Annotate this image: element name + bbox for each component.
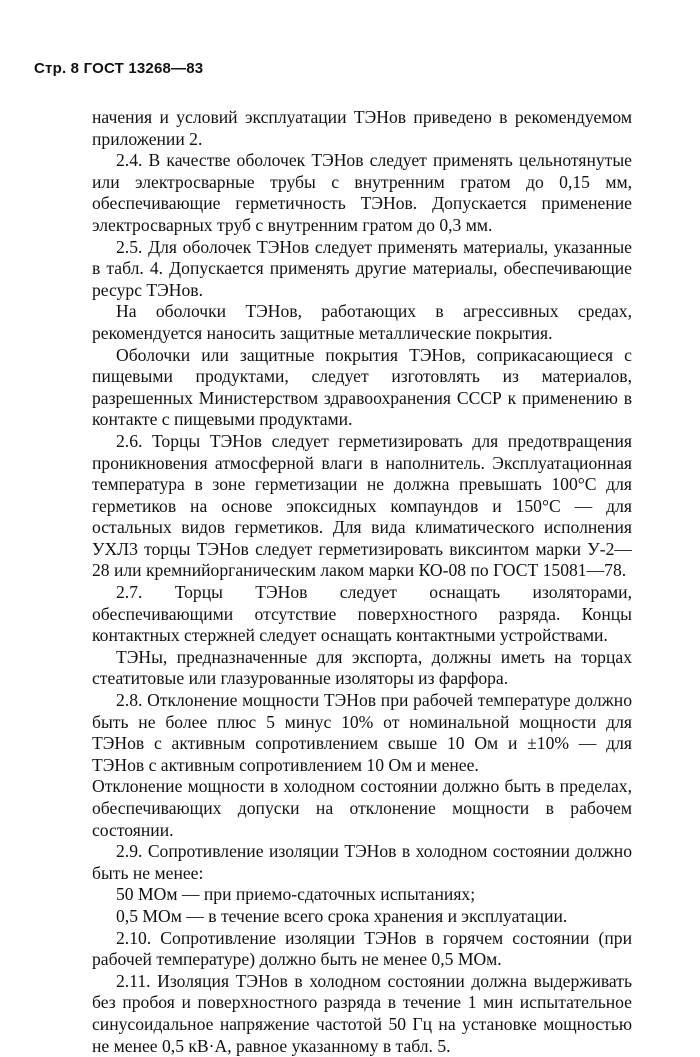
paragraph-2-4: 2.4. В качестве оболочек ТЭНов следует применять цельнотянутые или электросварные трубы с внутренним гратом до 0,15 мм, обеспечивающие герметичность ТЭНов. Допускается применение электросварных труб с внутренним гратом до 0,3 мм. (92, 150, 632, 235)
paragraph-2-7-export: ТЭНы, предназначенные для экспорта, должны иметь на торцах стеатитовые или глазурованные изоляторы из фарфора. (92, 646, 632, 689)
paragraph-2-7: 2.7. Торцы ТЭНов следует оснащать изоляторами, обеспечивающими отсутствие поверхностного разряда. Концы контактных стержней следует оснащать контактными устройствами. (92, 582, 632, 646)
document-page (34, 60, 632, 1057)
document-body (92, 107, 632, 1057)
page-header: Стр. 8 ГОСТ 13268—83 (34, 60, 204, 77)
paragraph-2-5: 2.5. Для оболочек ТЭНов следует применять материалы, указанные в табл. 4. Допускается применять другие материалы, обеспечивающие ресурс ТЭНов. (92, 236, 632, 300)
paragraph-2-8: 2.8. Отклонение мощности ТЭНов при рабочей температуре должно быть не более плюс 5 минус 10% от номинальной мощности для ТЭНов с активным сопротивлением свыше 10 Ом и ±10% — для ТЭНов с активным сопротивлением 10 Ом и менее. (92, 690, 632, 775)
paragraph-2-10: 2.10. Сопротивление изоляции ТЭНов в горячем состоянии (при рабочей температуре) должно быть не менее 0,5 МОм. (92, 927, 632, 970)
paragraph-intro-continuation: начения и условий эксплуатации ТЭНов приведено в рекомендуемом приложении 2. (92, 107, 632, 149)
paragraph-2-11: 2.11. Изоляция ТЭНов в холодном состоянии должна выдерживать без пробоя и поверхностного разряда в течение 1 мин испытательное синусоидальное напряжение частотой 50 Гц на установке мощностью не менее 0,5 кВ·А, равное указанному в табл. 5. (92, 970, 632, 1056)
paragraph-2-9-acceptance: 50 МОм — при приемо-сдаточных испытаниях; (116, 884, 476, 905)
paragraph-2-9-storage: 0,5 МОм — в течение всего срока хранения и эксплуатации. (116, 905, 568, 926)
paragraph-2-9: 2.9. Сопротивление изоляции ТЭНов в холодном состоянии должно быть не менее: (92, 841, 632, 883)
paragraph-2-8-cold-state: Отклонение мощности в холодном состоянии должно быть в пределах, обеспечивающих допуски на отклонение мощности в рабочем состоянии. (92, 776, 632, 840)
paragraph-2-5-food-contact: Оболочки или защитные покрытия ТЭНов, соприкасающиеся с пищевыми продуктами, следует изготовлять из материалов, разрешенных Министерством здравоохранения СССР к применению в контакте с пищевыми продуктами. (92, 344, 632, 430)
paragraph-2-6: 2.6. Торцы ТЭНов следует герметизировать для предотвращения проникновения атмосферной влаги в наполнитель. Эксплуатационная температура в зоне герметизации не должна превышать 100°C для герметиков на основе эпоксидных компаундов и 150°C — для остальных видов герметиков. Для вида климатического исполнения УХЛ3 торцы ТЭНов следует герметизировать викcинтом марки У-2—28 или кремнийорганическим лаком марки КО-08 по ГОСТ 15081—78. (92, 430, 632, 581)
paragraph-2-5-aggressive-media: На оболочки ТЭНов, работающих в агрессивных средах, рекомендуется наносить защитные металлические покрытия. (92, 301, 632, 343)
